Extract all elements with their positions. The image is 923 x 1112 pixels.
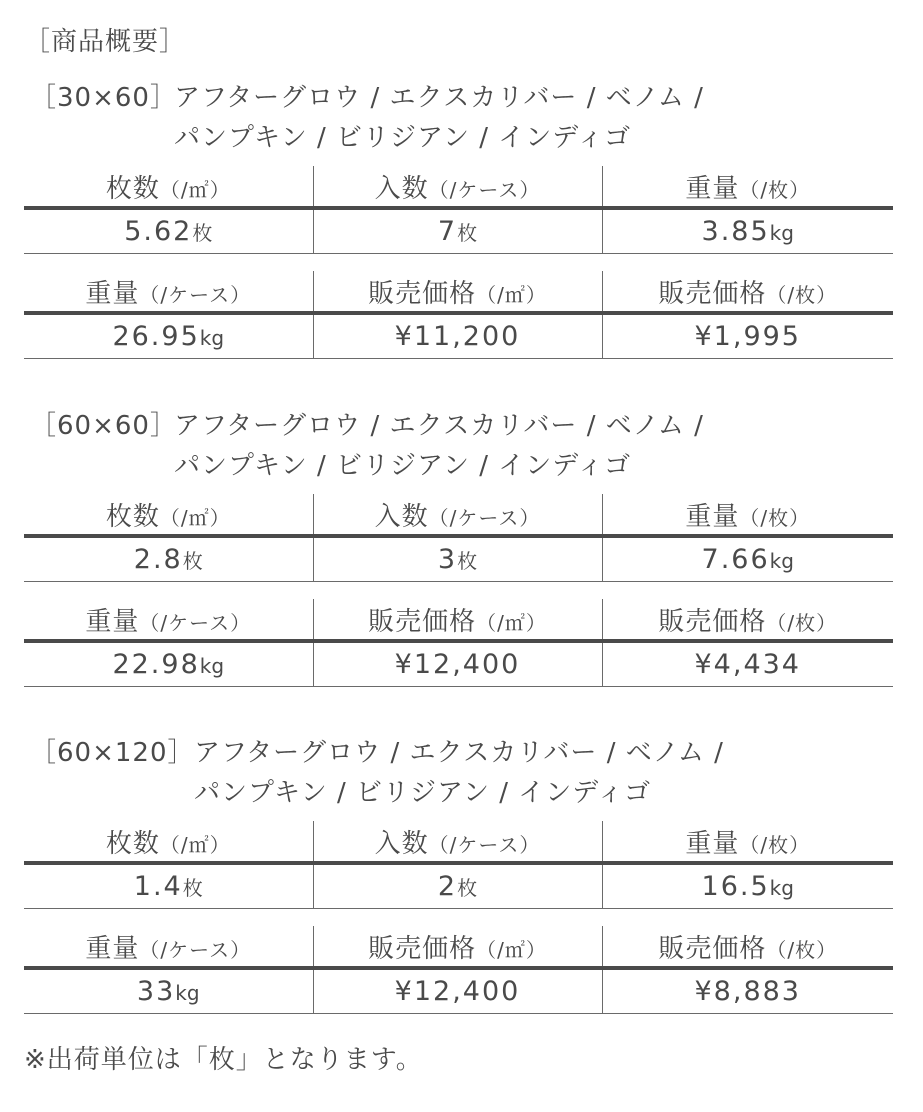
header-cell: 入数（/ケース） xyxy=(313,494,602,536)
value-row xyxy=(24,313,893,359)
value-cell: 26.95kg xyxy=(24,313,313,359)
color-names-line1: アフターグロウ / エクスカリバー / ベノム / xyxy=(174,83,704,113)
color-names-line2: パンプキン / ビリジアン / インディゴ xyxy=(194,778,652,808)
spec-table xyxy=(24,821,893,1014)
header-cell: 枚数（/㎡） xyxy=(24,166,313,208)
header-cell: 重量（/枚） xyxy=(602,821,893,863)
header-cell: 販売価格（/枚） xyxy=(602,599,893,641)
header-cell: 販売価格（/㎡） xyxy=(313,926,602,968)
size-label: ［60×60］ xyxy=(30,411,177,441)
header-cell: 販売価格（/㎡） xyxy=(313,599,602,641)
header-cell: 販売価格（/枚） xyxy=(602,271,893,313)
section-title xyxy=(24,404,893,494)
value-cell: ¥12,400 xyxy=(313,968,602,1014)
header-cell: 枚数（/㎡） xyxy=(24,821,313,863)
value-cell: 16.5kg xyxy=(602,863,893,909)
header-cell: 入数（/ケース） xyxy=(313,821,602,863)
value-row xyxy=(24,968,893,1014)
product-section-60x60 xyxy=(24,404,893,687)
header-cell: 入数（/ケース） xyxy=(313,166,602,208)
color-names-line2: パンプキン / ビリジアン / インディゴ xyxy=(174,123,632,153)
color-names-line2: パンプキン / ビリジアン / インディゴ xyxy=(174,451,632,481)
header-cell: 重量（/枚） xyxy=(602,494,893,536)
section-title xyxy=(24,731,893,821)
value-row xyxy=(24,208,893,254)
value-cell: ¥4,434 xyxy=(602,641,893,687)
value-cell: 3枚 xyxy=(313,536,602,582)
color-names-line1: アフターグロウ / エクスカリバー / ベノム / xyxy=(194,738,724,768)
value-cell: 2枚 xyxy=(313,863,602,909)
value-cell: 1.4枚 xyxy=(24,863,313,909)
size-label: ［60×120］ xyxy=(30,738,195,768)
section-title xyxy=(24,76,893,166)
header-row xyxy=(24,821,893,863)
page-heading: ［商品概要］ xyxy=(24,27,187,57)
value-cell: 22.98kg xyxy=(24,641,313,687)
product-section-30x60 xyxy=(24,76,893,359)
header-cell: 重量（/枚） xyxy=(602,166,893,208)
spec-table xyxy=(24,166,893,359)
size-label: ［30×60］ xyxy=(30,83,177,113)
spec-table xyxy=(24,494,893,687)
value-cell: 2.8枚 xyxy=(24,536,313,582)
value-cell: ¥1,995 xyxy=(602,313,893,359)
header-cell: 重量（/ケース） xyxy=(24,926,313,968)
color-names-line1: アフターグロウ / エクスカリバー / ベノム / xyxy=(174,411,704,441)
header-row xyxy=(24,271,893,313)
product-section-60x120 xyxy=(24,731,893,1014)
header-cell: 枚数（/㎡） xyxy=(24,494,313,536)
value-cell: 33kg xyxy=(24,968,313,1014)
value-cell: ¥11,200 xyxy=(313,313,602,359)
value-cell: ¥8,883 xyxy=(602,968,893,1014)
header-row xyxy=(24,599,893,641)
header-row xyxy=(24,494,893,536)
value-cell: 3.85kg xyxy=(602,208,893,254)
header-cell: 重量（/ケース） xyxy=(24,599,313,641)
value-cell: 5.62枚 xyxy=(24,208,313,254)
value-cell: 7.66kg xyxy=(602,536,893,582)
header-row xyxy=(24,166,893,208)
value-row xyxy=(24,536,893,582)
value-cell: ¥12,400 xyxy=(313,641,602,687)
header-row xyxy=(24,926,893,968)
value-row xyxy=(24,863,893,909)
header-cell: 販売価格（/㎡） xyxy=(313,271,602,313)
header-cell: 販売価格（/枚） xyxy=(602,926,893,968)
value-cell: 7枚 xyxy=(313,208,602,254)
shipping-unit-note: ※出荷単位は「枚」となります。 xyxy=(24,1045,423,1075)
header-cell: 重量（/ケース） xyxy=(24,271,313,313)
value-row xyxy=(24,641,893,687)
